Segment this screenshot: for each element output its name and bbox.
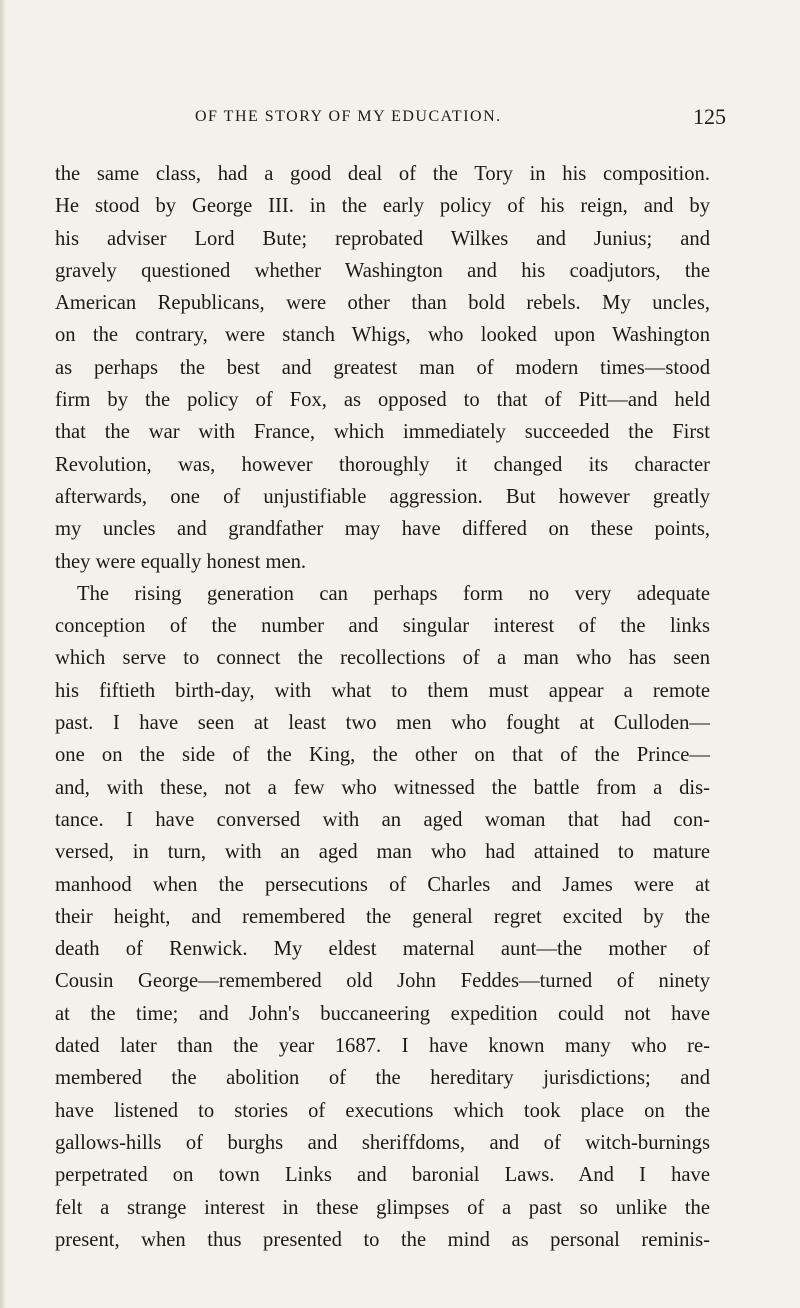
text-line: one on the side of the King, the other on that of the Prince— (55, 744, 710, 767)
text-line: firm by the policy of Fox, as opposed to that of Pitt—and held (55, 389, 710, 412)
text-line: perpetrated on town Links and baronial Laws. And I have (55, 1164, 710, 1187)
text-line: death of Renwick. My eldest maternal aunt—the mother of (55, 938, 710, 961)
paragraph (55, 158, 710, 578)
text-line: the same class, had a good deal of the Tory in his composition. (55, 163, 710, 185)
running-head: OF THE STORY OF MY EDUCATION. (195, 108, 502, 125)
text-line: present, when thus presented to the mind as personal reminis- (55, 1228, 710, 1251)
page-number: 125 (693, 104, 726, 129)
text-line: and, with these, not a few who witnessed the battle from a dis- (55, 776, 710, 799)
paragraph (55, 578, 710, 1256)
page-gutter-shadow (0, 0, 6, 1308)
text-line: tance. I have conversed with an aged woman that had con- (55, 808, 710, 831)
text-line: gallows-hills of burghs and sheriffdoms, and of witch-burnings (55, 1131, 710, 1154)
text-line: versed, in turn, with an aged man who had attained to mature (55, 841, 710, 864)
text-line: Cousin George—remembered old John Feddes—turned of ninety (55, 970, 710, 993)
text-line: American Republicans, were other than bold rebels. My uncles, (55, 292, 710, 315)
text-line: his fiftieth birth-day, with what to them must appear a remote (55, 679, 710, 702)
text-line: dated later than the year 1687. I have known many who re- (55, 1035, 710, 1058)
text-line: conception of the number and singular interest of the links (55, 615, 710, 638)
text-line: gravely questioned whether Washington and his coadjutors, the (55, 259, 710, 282)
text-line: He stood by George III. in the early policy of his reign, and by (55, 195, 710, 218)
text-line: their height, and remembered the general regret excited by the (55, 905, 710, 928)
text-line: afterwards, one of unjustifiable aggression. But however greatly (55, 485, 710, 508)
text-line: Revolution, was, however thoroughly it changed its character (55, 453, 710, 476)
text-line: have listened to stories of executions which took place on the (55, 1099, 710, 1122)
text-line: which serve to connect the recollections of a man who has seen (55, 647, 710, 670)
text-line: as perhaps the best and greatest man of modern times—stood (55, 356, 710, 379)
text-line: past. I have seen at least two men who fought at Culloden— (55, 712, 710, 735)
text-line: that the war with France, which immediately succeeded the First (55, 421, 710, 444)
text-line: felt a strange interest in these glimpses of a past so unlike the (55, 1196, 710, 1219)
body-text (55, 158, 710, 1256)
text-line: my uncles and grandfather may have differed on these points, (55, 518, 710, 541)
text-line: on the contrary, were stanch Whigs, who looked upon Washington (55, 324, 710, 347)
text-line: they were equally honest men. (55, 550, 307, 573)
text-line: The rising generation can perhaps form no very adequate (77, 582, 710, 605)
text-line: manhood when the persecutions of Charles and James were at (55, 873, 710, 896)
text-line: membered the abolition of the hereditary jurisdictions; and (55, 1067, 710, 1090)
text-line: his adviser Lord Bute; reprobated Wilkes and Junius; and (55, 227, 710, 250)
text-line: at the time; and John's buccaneering expedition could not have (55, 1002, 710, 1025)
